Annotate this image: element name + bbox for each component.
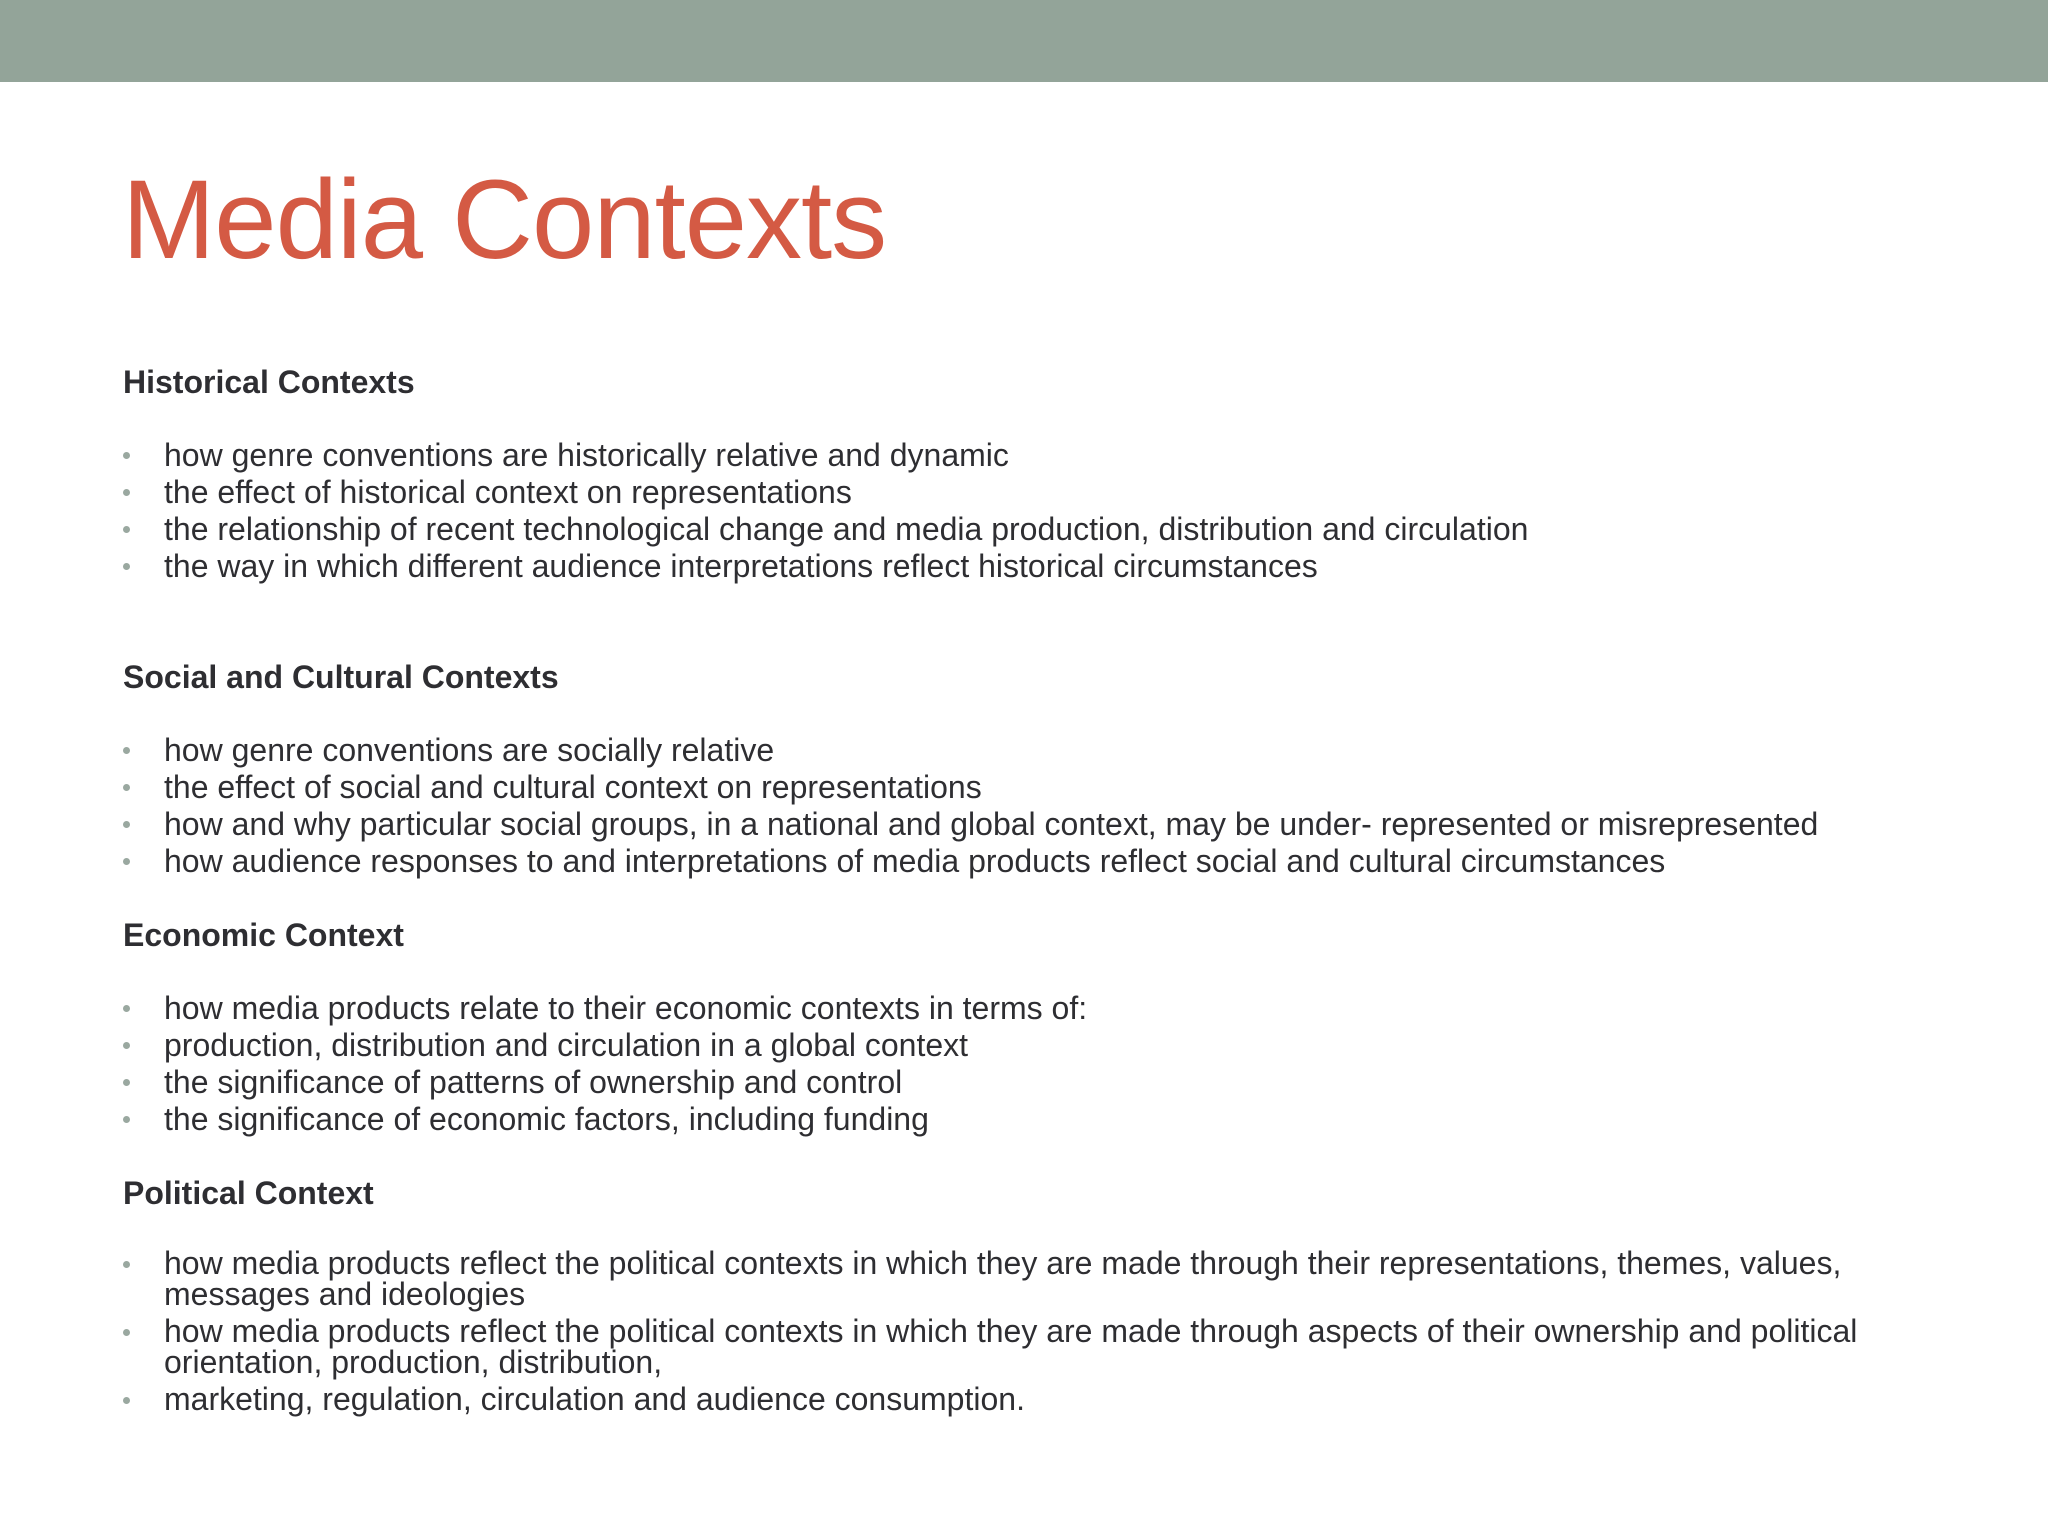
bullet-list bbox=[123, 1245, 1913, 1417]
bullet-icon bbox=[123, 563, 130, 570]
slide-body bbox=[123, 363, 1913, 1421]
bullet-icon bbox=[123, 452, 130, 459]
list-item: how media products reflect the political contexts in which they are made through aspects of their ownership and political orientation, production, distribution, bbox=[123, 1316, 1913, 1378]
bullet-list bbox=[123, 437, 1913, 585]
slide-title: Media Contexts bbox=[122, 157, 887, 282]
list-item: how media products relate to their economic contexts in terms of: bbox=[123, 990, 1913, 1027]
bullet-icon bbox=[123, 1329, 130, 1336]
header-bar bbox=[0, 0, 2048, 82]
bullet-icon bbox=[123, 1079, 130, 1086]
section-social-cultural bbox=[123, 658, 1913, 880]
list-item: how audience responses to and interpretations of media products reflect social and cultural circumstances bbox=[123, 843, 1913, 880]
list-item: how genre conventions are socially relative bbox=[123, 732, 1913, 769]
section-heading: Historical Contexts bbox=[123, 364, 415, 400]
bullet-list bbox=[123, 990, 1913, 1138]
bullet-icon bbox=[123, 526, 130, 533]
section-heading: Political Context bbox=[123, 1175, 374, 1211]
list-item: the relationship of recent technological change and media production, distribution and circulation bbox=[123, 511, 1913, 548]
list-item: how media products reflect the political contexts in which they are made through their representations, themes, values, messages and ideologies bbox=[123, 1248, 1913, 1310]
list-item: how genre conventions are historically relative and dynamic bbox=[123, 437, 1913, 474]
bullet-list bbox=[123, 732, 1913, 880]
list-item: the effect of social and cultural context on representations bbox=[123, 769, 1913, 806]
bullet-icon bbox=[123, 1005, 130, 1012]
list-item: how and why particular social groups, in a national and global context, may be under- represented or misrepresented bbox=[123, 806, 1913, 843]
list-item: marketing, regulation, circulation and audience consumption. bbox=[123, 1384, 1913, 1415]
list-item: the effect of historical context on representations bbox=[123, 474, 1913, 511]
bullet-icon bbox=[123, 1116, 130, 1123]
bullet-icon bbox=[123, 1397, 130, 1404]
list-item: production, distribution and circulation in a global context bbox=[123, 1027, 1913, 1064]
section-economic bbox=[123, 916, 1913, 1138]
bullet-icon bbox=[123, 858, 130, 865]
list-item: the significance of patterns of ownership and control bbox=[123, 1064, 1913, 1101]
bullet-icon bbox=[123, 821, 130, 828]
list-item: the way in which different audience interpretations reflect historical circumstances bbox=[123, 548, 1913, 585]
bullet-icon bbox=[123, 747, 130, 754]
bullet-icon bbox=[123, 1042, 130, 1049]
section-heading: Social and Cultural Contexts bbox=[123, 659, 559, 695]
section-heading: Economic Context bbox=[123, 917, 404, 953]
section-political bbox=[123, 1174, 1913, 1415]
bullet-icon bbox=[123, 1261, 130, 1268]
list-item: the significance of economic factors, including funding bbox=[123, 1101, 1913, 1138]
section-historical bbox=[123, 363, 1913, 585]
bullet-icon bbox=[123, 784, 130, 791]
bullet-icon bbox=[123, 489, 130, 496]
